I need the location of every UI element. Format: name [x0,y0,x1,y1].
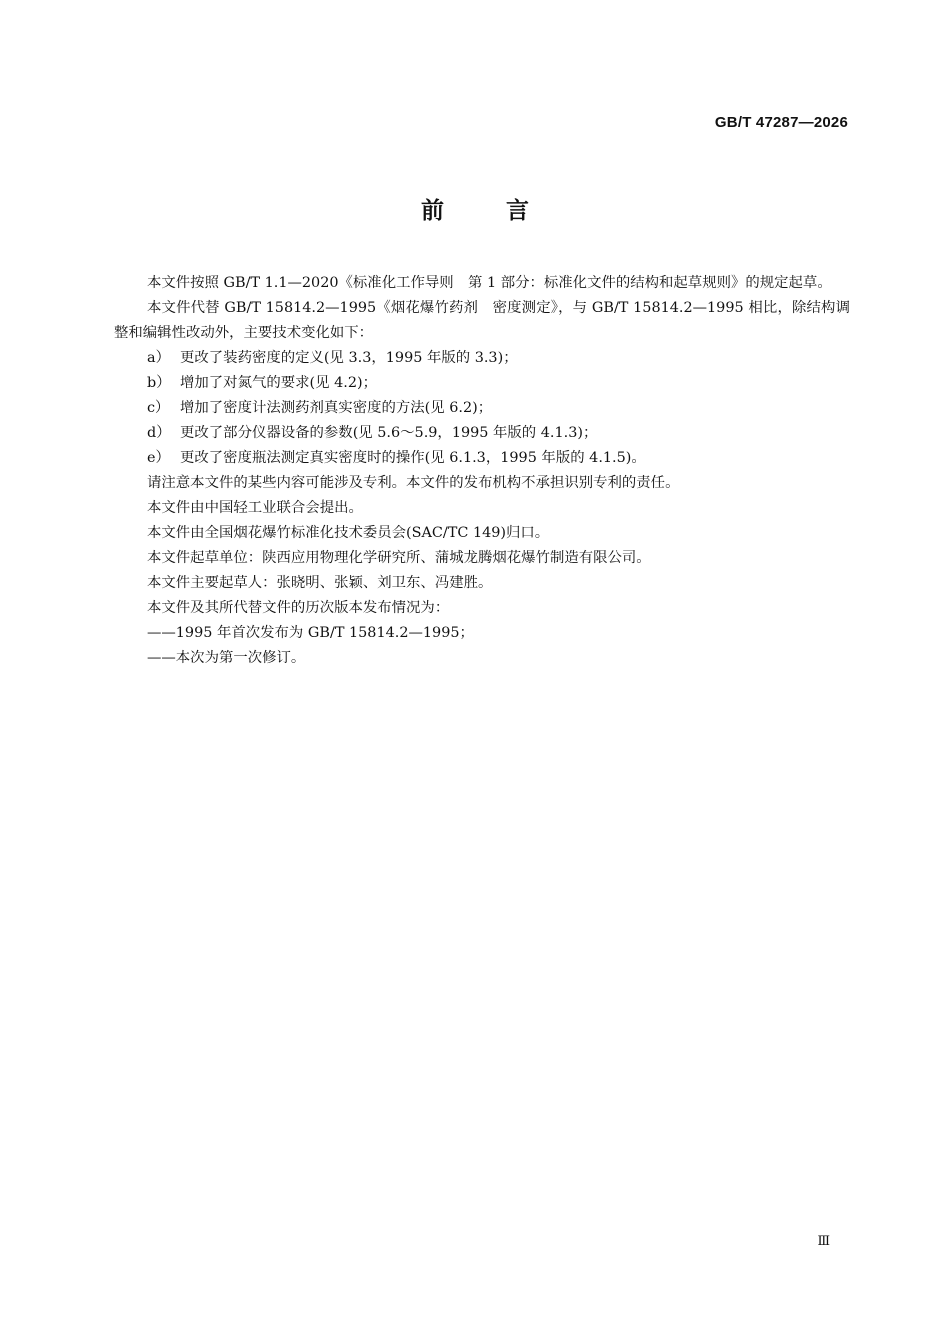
paragraph-history-intro: 本文件及其所代替文件的历次版本发布情况为： [147,600,450,616]
change-item [114,396,850,421]
paragraph-administrator: 本文件由全国烟花爆竹标准化技术委员会(SAC/TC 149)归口。 [147,525,550,541]
paragraph-drafting-units: 本文件起草单位：陕西应用物理化学研究所、蒲城龙腾烟花爆竹制造有限公司。 [147,550,651,566]
page-title: 前言 [421,198,591,224]
change-item-text: 更改了部分仪器设备的参数(见 5.6～5.9，1995 年版的 4.1.3)； [180,425,598,441]
change-item [114,346,850,371]
change-item [114,371,850,396]
paragraph-proposer: 本文件由中国轻工业联合会提出。 [147,500,363,516]
change-item-label: c） [147,400,170,416]
standard-number: GB/T 47287—2026 [714,114,848,131]
change-item-label: b） [147,375,171,391]
change-item-label: d） [147,425,171,441]
foreword-content [114,271,850,671]
change-item [114,446,850,471]
change-item-text: 增加了密度计法测药剂真实密度的方法(见 6.2)； [180,400,493,416]
paragraph-drafters: 本文件主要起草人：张晓明、张颖、刘卫东、冯建胜。 [147,575,493,591]
change-item-label: a） [147,350,170,366]
paragraph-drafting-rules: 本文件按照 GB/T 1.1—2020《标准化工作导则 第 1 部分：标准化文件的结构和起草规则》的规定起草。 [147,275,832,291]
history-item: ——1995 年首次发布为 GB/T 15814.2—1995； [147,625,474,641]
change-item-text: 更改了装药密度的定义(见 3.3，1995 年版的 3.3)； [180,350,518,366]
change-item-text: 增加了对氮气的要求(见 4.2)； [180,375,377,391]
history-item: ——本次为第一次修订。 [147,650,306,666]
paragraph-replacement: 本文件代替 GB/T 15814.2—1995《烟花爆竹药剂 密度测定》，与 GB/T 15814.2—1995 相比，除结构调整和编辑性改动外，主要技术变化如下： [114,300,850,341]
page-number: Ⅲ [817,1234,830,1249]
paragraph-patent-notice: 请注意本文件的某些内容可能涉及专利。本文件的发布机构不承担识别专利的责任。 [147,475,680,491]
change-item-text: 更改了密度瓶法测定真实密度时的操作(见 6.1.3，1995 年版的 4.1.5)。 [180,450,646,466]
change-item-label: e） [147,450,170,466]
change-item [114,421,850,446]
